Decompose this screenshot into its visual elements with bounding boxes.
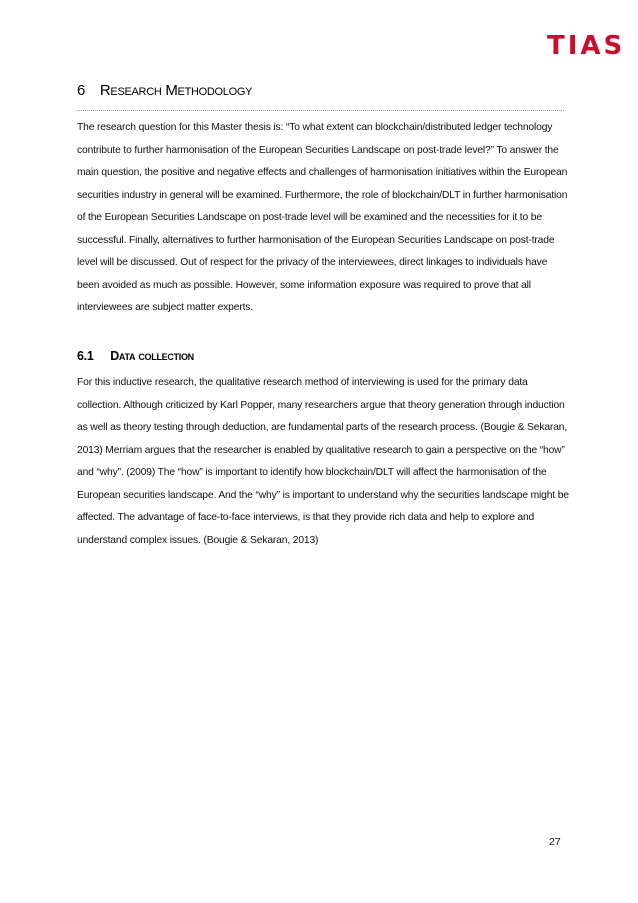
subsection-number: 6.1 [77,349,94,363]
section-number: 6 [77,82,86,99]
heading-divider [77,110,564,111]
section-heading [77,82,567,100]
section-title: Research Methodology [99,82,253,99]
subsection-title: Data collection [110,349,194,363]
tias-logo: TIAS [547,31,626,61]
section-paragraph: The research question for this Master thesis is: “To what extent can blockchain/distributed ledger technology contribute to further harmonisation of the European Securities Landscape on post-trade level?” To answer the main question, the positive and negative effects and challenges of harmonisation initiatives within the European securities industry in general will be examined. Furthermore, the role of blockchain/DLT in further harmonisation of the European Securities Landscape on post-trade level will be examined and the necessities for it to be successful. Finally, alternatives to further harmonisation of the European Securities Landscape on post-trade level will be discussed. Out of respect for the privacy of the interviewees, direct linkages to individuals have been avoided as much as possible. However, some information exposure was required to prove that all interviewees are subject matter experts. [77,122,568,313]
page-number: 27 [549,836,561,848]
subsection-paragraph: For this inductive research, the qualitative research method of interviewing is used for the primary data collection. Although criticized by Karl Popper, many researchers argue that theory generation through induction as well as theory testing through deduction, are fundamental parts of the research process. (Bougie & Sekaran, 2013) Merriam argues that the researcher is enabled by qualitative research to gain a perspective on the “how” and “why”. (2009) The “how” is important to identify how blockchain/DLT will affect the harmonisation of the European securities landscape. And the “why” is important to understand why the securities landscape might be affected. The advantage of face-to-face interviews, is that they provide rich data and help to explore and understand complex issues. (Bougie & Sekaran, 2013) [77,377,569,546]
subsection-heading [77,348,194,364]
